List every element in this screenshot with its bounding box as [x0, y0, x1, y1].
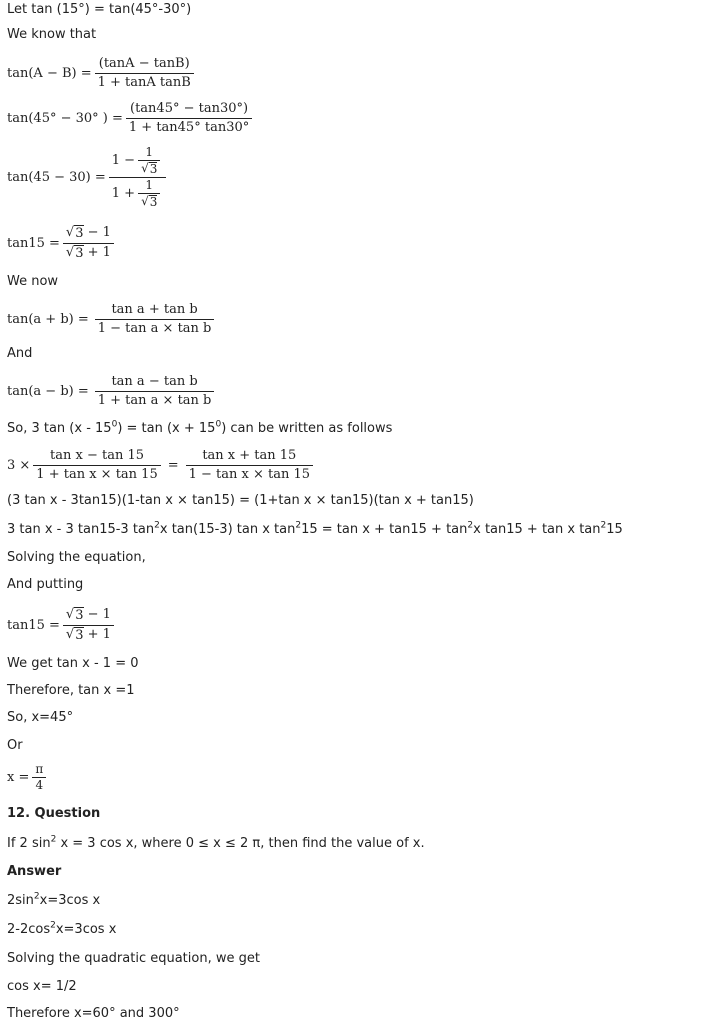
square-sup: 2: [295, 520, 302, 531]
so-3tan-part1: So, 3 tan (x - 15: [7, 421, 112, 436]
sqrt-radicand: 3: [149, 162, 158, 176]
eq6-lhs: tan(a − b) =: [7, 384, 89, 399]
text-line-let-tan: Let tan (15°) = tan(45°-30°): [7, 2, 192, 17]
sqrt-radicand: 3: [75, 246, 84, 261]
eq2-lhs: tan(45° − 30° ) =: [7, 111, 123, 126]
eq3-denominator: [109, 177, 167, 209]
text-line-so-x45: So, x=45°: [7, 710, 74, 725]
eq7-right-denominator: 1 − tan x × tan 15: [186, 465, 313, 483]
eq2-denominator: 1 + tan45° tan30°: [126, 118, 252, 136]
text-line-therefore-tan: Therefore, tan x =1: [7, 683, 135, 698]
eq3-den-inner-one: 1: [145, 178, 154, 192]
sqrt-radicand: 3: [149, 195, 158, 209]
eq4-minus-one: − 1: [83, 225, 111, 240]
eq7-right-numerator: tan x + tan 15: [202, 448, 297, 463]
eq1-lhs: tan(A − B) =: [7, 66, 92, 81]
sqrt-symbol: √: [65, 607, 75, 622]
eq3-num-inner-one: 1: [145, 145, 154, 159]
equation-tan15: [7, 225, 117, 262]
equation-tan15-second: [7, 607, 117, 644]
eq1-denominator: 1 + tanA tanB: [95, 73, 194, 91]
eq4-lhs: tan15 =: [7, 236, 60, 251]
text-line-so-3tan: [7, 421, 392, 437]
eq3-num-prefix: 1 −: [111, 153, 136, 168]
eq3-den-prefix: 1 +: [111, 186, 136, 201]
so-3tan-part3: ) can be written as follows: [221, 421, 393, 436]
expand2-part-d: x tan15 + tan x tan: [473, 522, 601, 537]
eq4-numerator: [63, 225, 114, 243]
eq8-denominator: [63, 625, 114, 644]
eq9-lhs: x =: [7, 770, 30, 785]
eq3-numerator: [109, 146, 167, 177]
sqrt-symbol: √: [65, 627, 75, 642]
question-title: 12. Question: [7, 806, 101, 821]
equation-tan-45-30-values: [7, 146, 169, 209]
square-sup: 2: [50, 920, 56, 931]
eq5-denominator: 1 − tan a × tan b: [95, 319, 215, 337]
eq1-fraction: [95, 56, 194, 91]
answer-line-3: Solving the quadratic equation, we get: [7, 951, 260, 966]
text-line-expand2: [7, 522, 623, 538]
so-3tan-part2: ) = tan (x + 15: [117, 421, 216, 436]
text-line-or: Or: [7, 738, 23, 753]
sqrt-symbol: √: [65, 225, 75, 240]
question-text-part-b: x = 3 cos x, where 0 ≤ x ≤ 2 π, then find the value of x.: [56, 836, 425, 851]
eq5-fraction: [95, 302, 215, 337]
text-line-putting: And putting: [7, 577, 84, 592]
answer-line-5: Therefore x=60° and 300°: [7, 1006, 180, 1021]
square-sup: 2: [154, 520, 160, 531]
eq8-lhs: tan15 =: [7, 618, 60, 633]
eq7-equals: =: [167, 458, 179, 473]
text-line-expand1: (3 tan x - 3tan15)(1-tan x × tan15) = (1+tan x × tan15)(tan x + tan15): [7, 493, 474, 508]
answer-line-1: [7, 893, 100, 909]
eq6-numerator: tan a − tan b: [111, 374, 198, 389]
equation-tan-a-minus-b: [7, 56, 197, 91]
answer-line-2: [7, 922, 116, 938]
eq7-prefix: 3 ×: [7, 458, 31, 473]
answer2-part-b: x=3cos x: [55, 922, 117, 937]
eq6-denominator: 1 + tan a × tan b: [95, 391, 215, 409]
eq3-lhs: tan(45 − 30) =: [7, 170, 106, 185]
eq3-den-inner-sqrt: [138, 193, 160, 209]
eq9-denominator: 4: [32, 777, 46, 792]
text-line-we-now: We now: [7, 274, 59, 289]
sqrt-radicand: 3: [75, 226, 84, 241]
eq8-numerator: [63, 607, 114, 625]
eq6-fraction: [95, 374, 215, 409]
eq8-minus-one: − 1: [83, 607, 111, 622]
square-sup: 2: [33, 891, 40, 902]
equation-tan-a-plus-b: [7, 302, 217, 337]
eq3-num-inner-fraction: [138, 146, 160, 176]
equation-tan-45-30: [7, 101, 255, 136]
square-sup: 2: [50, 834, 57, 845]
eq9-fraction: [32, 763, 46, 792]
degree-sup: 0: [111, 419, 118, 430]
question-text-part-a: If 2 sin: [7, 836, 51, 851]
sqrt-symbol: √: [65, 245, 75, 260]
eq7-right-fraction: [186, 448, 313, 483]
eq8-plus-one: + 1: [83, 627, 111, 642]
text-line-we-know: We know that: [7, 27, 97, 42]
eq2-numerator: (tan45° − tan30°): [130, 101, 249, 116]
square-sup: 2: [467, 520, 474, 531]
equation-x-pi-over-4: [7, 763, 49, 792]
square-sup: 2: [600, 520, 607, 531]
expand2-part-b: x tan(15-3) tan x tan: [159, 522, 296, 537]
eq9-numerator: π: [35, 762, 44, 776]
eq3-den-inner-fraction: [138, 179, 160, 209]
eq1-numerator: (tanA − tanB): [98, 56, 190, 71]
sqrt-radicand: 3: [75, 628, 84, 643]
eq5-lhs: tan(a + b) =: [7, 312, 89, 327]
eq7-left-numerator: tan x − tan 15: [50, 448, 144, 463]
eq7-left-denominator: 1 + tan x × tan 15: [33, 465, 160, 483]
expand2-part-c: 15 = tan x + tan15 + tan: [301, 522, 468, 537]
text-line-we-get: We get tan x - 1 = 0: [7, 656, 139, 671]
eq3-fraction: [109, 146, 167, 209]
expand2-part-e: 15: [606, 522, 623, 537]
sqrt-radicand: 3: [75, 608, 84, 623]
answer-line-4: cos x= 1/2: [7, 979, 77, 994]
eq7-left-fraction: [33, 448, 160, 483]
answer1-part-b: x=3cos x: [39, 893, 101, 908]
eq4-plus-one: + 1: [83, 245, 111, 260]
text-line-and: And: [7, 346, 33, 361]
text-line-solving: Solving the equation,: [7, 550, 146, 565]
answer-heading: Answer: [7, 864, 62, 879]
degree-sup: 0: [215, 419, 222, 430]
sqrt-symbol: √: [141, 161, 149, 175]
eq8-fraction: [63, 607, 114, 644]
eq5-numerator: tan a + tan b: [111, 302, 198, 317]
eq2-fraction: [126, 101, 252, 136]
sqrt-symbol: √: [141, 194, 149, 208]
eq4-fraction: [63, 225, 114, 262]
equation-3tan-ratio: [7, 448, 316, 483]
answer2-part-a: 2-2cos: [7, 922, 51, 937]
answer1-part-a: 2sin: [7, 893, 34, 908]
equation-tan-a-minus-b-lower: [7, 374, 217, 409]
eq4-denominator: [63, 243, 114, 262]
question-text: [7, 836, 425, 852]
eq3-num-inner-sqrt: [138, 160, 160, 176]
expand2-part-a: 3 tan x - 3 tan15-3 tan: [7, 522, 155, 537]
